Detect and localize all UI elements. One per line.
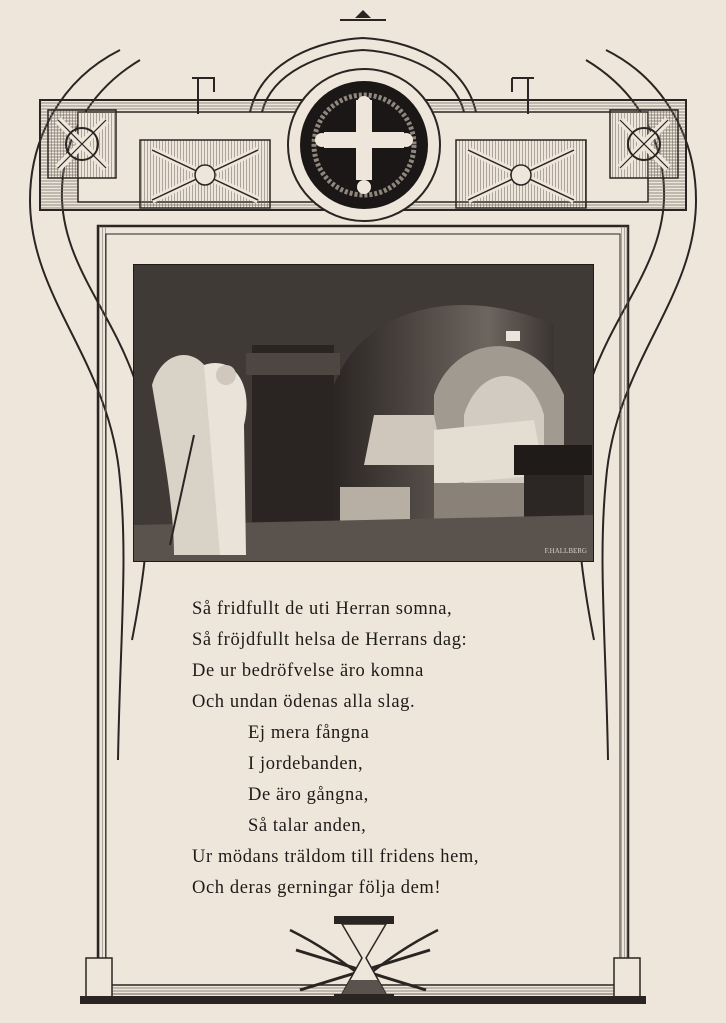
crossed-torches-icon [140, 140, 270, 208]
cross-medallion-icon [288, 69, 440, 221]
poem-line: I jordebanden, [248, 754, 364, 774]
corner-knot-right-icon [610, 110, 678, 178]
angel-in-crypt-icon [134, 265, 593, 561]
corner-knot-left-icon [48, 110, 116, 178]
poem-line: Så fröjdfullt helsa de Herrans dag: [192, 630, 468, 650]
poem-line: Ur mödans träldom till fridens hem, [192, 847, 480, 867]
crypt-illustration [133, 264, 594, 562]
poem-line: De äro gångna, [248, 785, 369, 805]
poem-line: Och undan ödenas alla slag. [192, 692, 416, 712]
poem-line: Ej mera fångna [248, 723, 370, 743]
engraver-signature: F.HALLBERG [544, 547, 587, 555]
poem-line: Så fridfullt de uti Herran somna, [192, 599, 453, 619]
poem-line: De ur bedröfvelse äro komna [192, 661, 424, 681]
poem-line: Så talar anden, [248, 816, 367, 836]
crossed-torches-icon [456, 140, 586, 208]
poem-line: Och deras gerningar följa dem! [192, 878, 442, 898]
